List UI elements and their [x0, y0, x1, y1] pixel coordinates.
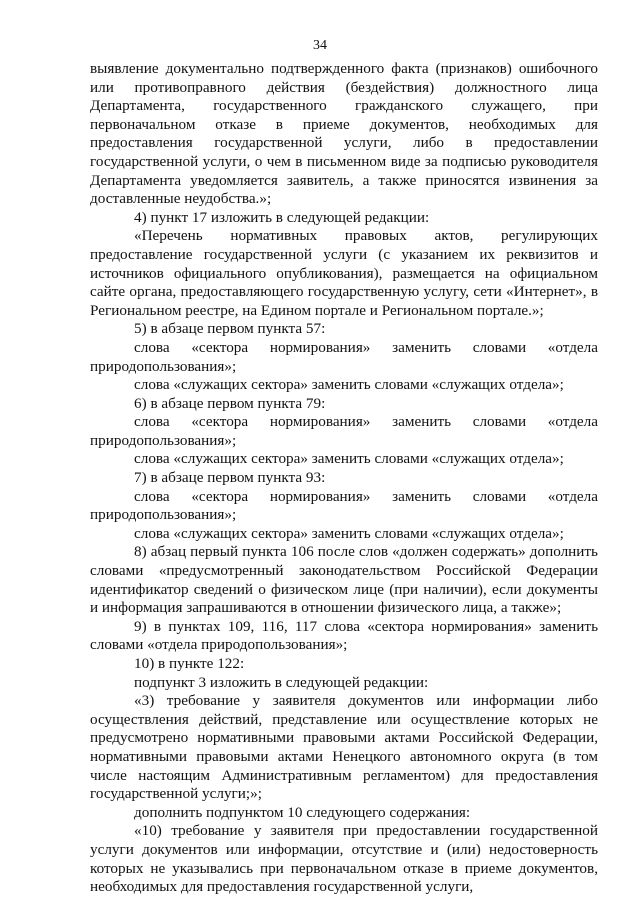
paragraph: подпункт 3 изложить в следующей редакции:	[134, 673, 429, 691]
paragraph: 8) абзац первый пункта 106 после слов «должен содержать» дополнить словами «предусмотренный законодательством Российской Федерации идентификатор сведений о физическом лице (при наличии), если документы и информация запрашиваются в отношении физического лица, а также»;	[90, 543, 598, 617]
paragraph: слова «служащих сектора» заменить словами «служащих отдела»;	[134, 450, 564, 468]
paragraph: 9) в пунктах 109, 116, 117 слова «сектора нормирования» заменить словами «отдела природопользования»;	[90, 617, 598, 654]
paragraph: 10) в пункте 122:	[134, 655, 245, 672]
paragraph: слова «служащих сектора» заменить словами «служащих отдела»;	[134, 524, 564, 542]
paragraph: «10) требование у заявителя при предоставлении государственной услуги документов или информации, отсутствие и (или) недостоверность которых не указывались при первоначальном отказе в приеме документов, необходимых для предоставления государственной услуги,	[90, 822, 598, 896]
paragraph: дополнить подпунктом 10 следующего содержания:	[134, 803, 471, 821]
paragraph: «Перечень нормативных правовых актов, регулирующих предоставление государственной услуги (с указанием их реквизитов и источников официального опубликования), размещается на официальном сайте органа, предоставляющего государственную услугу, сети «Интернет», в Региональном реестре, на Едином портале и Региональном портале.»;	[90, 227, 598, 319]
document-body	[90, 60, 598, 897]
paragraph: «3) требование у заявителя документов или информации либо осуществления действий, представление или осуществление которых не предусмотрено нормативными правовыми актами Российской Федерации, нормативными правовыми актами Ненецкого автономного округа (в том числе настоящим Административным регламентом) для предоставления государственной услуги;»;	[90, 692, 598, 803]
paragraph: слова «сектора нормирования» заменить словами «отдела природопользования»;	[90, 487, 598, 524]
paragraph: слова «служащих сектора» заменить словами «служащих отдела»;	[134, 376, 564, 394]
paragraph: 5) в абзаце первом пункта 57:	[134, 320, 326, 338]
paragraph: слова «сектора нормирования» заменить словами «отдела природопользования»;	[90, 338, 598, 375]
page-number: 34	[313, 38, 327, 53]
paragraph: 7) в абзаце первом пункта 93:	[134, 469, 326, 487]
paragraph: 4) пункт 17 изложить в следующей редакции:	[134, 208, 430, 226]
paragraph: выявление документально подтвержденного факта (признаков) ошибочного или противоправного действия (бездействия) должностного лица Департамента, государственного гражданского служащего, при первоначальном отказе в приеме документов, необходимых для предоставления государственной услуги, либо в предоставлении государственной услуги, о чем в письменном виде за подписью руководителя Департамента уведомляется заявитель, а также приносятся извинения за доставленные неудобства.»;	[90, 60, 598, 208]
paragraph: слова «сектора нормирования» заменить словами «отдела природопользования»;	[90, 413, 598, 449]
paragraph: 6) в абзаце первом пункта 79:	[134, 394, 326, 412]
